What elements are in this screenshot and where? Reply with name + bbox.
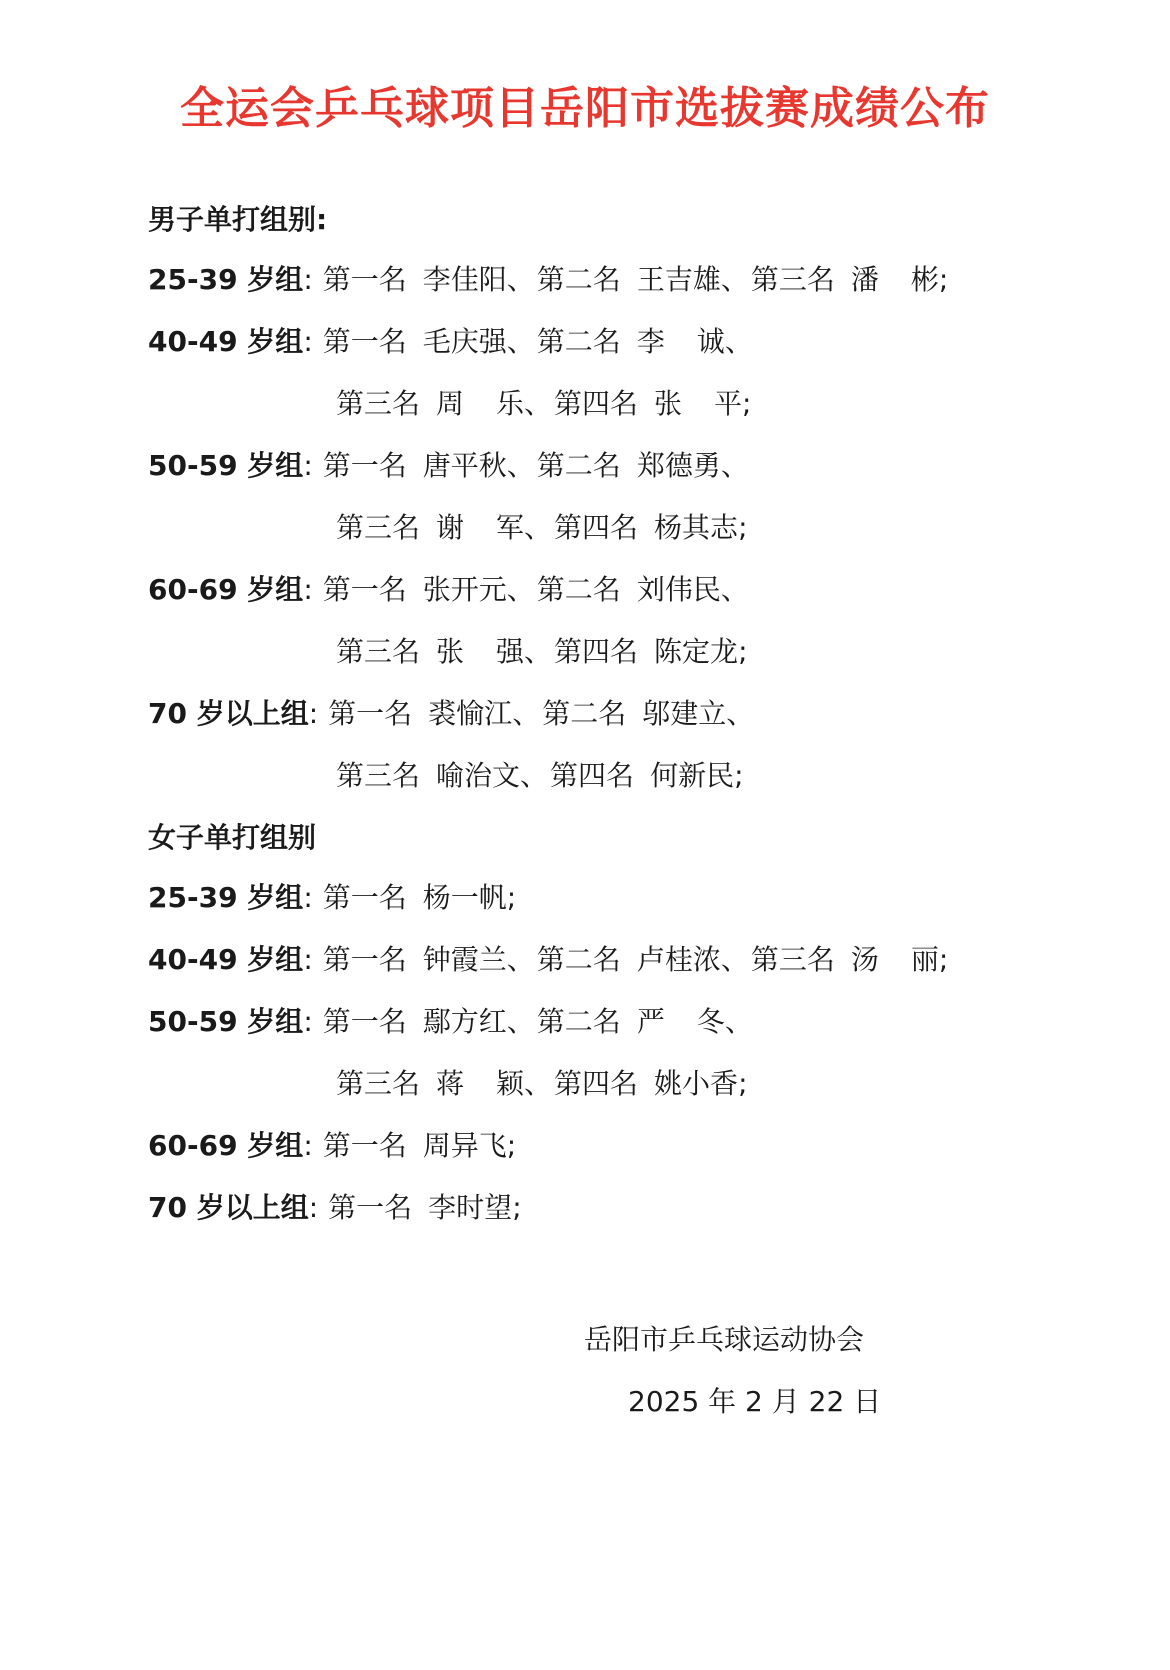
rank-label: 第一名: [322, 1129, 407, 1162]
separator: 、: [506, 573, 535, 606]
men-group-25-39: [148, 260, 948, 300]
rank-label: 第四名: [554, 511, 639, 544]
separator: 、: [506, 943, 535, 976]
terminator: ;: [938, 943, 949, 976]
separator: 、: [506, 449, 535, 482]
separator: 、: [506, 263, 535, 296]
separator: 、: [724, 325, 753, 358]
men-group-60-69-cont: [336, 632, 748, 672]
women-group-40-49: [148, 940, 948, 980]
rank-label: 第三名: [336, 759, 421, 792]
player-name: 姚小香: [654, 1067, 739, 1100]
player-name: 陈定龙: [654, 635, 739, 668]
women-group-25-39: [148, 878, 516, 918]
terminator: ;: [734, 759, 744, 792]
rank-label: 第二名: [542, 697, 627, 730]
group-label: 70 岁以上组: [148, 697, 309, 730]
player-name: 刘伟民: [636, 573, 721, 606]
colon: :: [308, 1191, 319, 1224]
rank-label: 第一名: [328, 1191, 413, 1224]
rank-label: 第四名: [550, 759, 635, 792]
rank-label: 第三名: [336, 511, 421, 544]
rank-label: 第四名: [554, 635, 639, 668]
player-name: 钟霞兰: [422, 943, 507, 976]
men-group-60-69: [148, 570, 749, 610]
rank-label: 第二名: [536, 449, 621, 482]
separator: 、: [726, 697, 755, 730]
colon: :: [303, 881, 313, 914]
separator: 、: [524, 511, 553, 544]
group-label: 70 岁以上组: [148, 1191, 309, 1224]
group-label: 25-39 岁组: [148, 881, 304, 914]
colon: :: [303, 325, 313, 358]
terminator: ;: [506, 881, 517, 914]
terminator: ;: [742, 387, 752, 420]
colon: :: [303, 943, 313, 976]
rank-label: 第一名: [322, 1005, 407, 1038]
group-label: 50-59 岁组: [148, 1005, 304, 1038]
colon: :: [308, 697, 319, 730]
player-name: 郑德勇: [636, 449, 721, 482]
player-name: 鄢方红: [422, 1005, 507, 1038]
colon: :: [303, 449, 313, 482]
player-name: 何新民: [650, 759, 735, 792]
separator: 、: [512, 697, 541, 730]
page-title: 全运会乒乓球项目岳阳市选拔赛成绩公布: [180, 83, 990, 134]
rank-label: 第一名: [322, 943, 407, 976]
player-name: 喻治文: [436, 759, 521, 792]
terminator: ;: [506, 1129, 517, 1162]
group-label: 40-49 岁组: [148, 943, 304, 976]
group-label: 60-69 岁组: [148, 1129, 304, 1162]
women-group-50-59: [148, 1002, 753, 1042]
men-group-40-49: [148, 322, 753, 362]
rank-label: 第四名: [554, 387, 639, 420]
rank-label: 第二名: [536, 263, 621, 296]
player-name: 张平: [654, 387, 743, 420]
rank-label: 第三名: [750, 943, 835, 976]
rank-label: 第三名: [336, 387, 421, 420]
terminator: ;: [938, 263, 949, 296]
separator: 、: [524, 635, 553, 668]
player-name: 毛庆强: [422, 325, 507, 358]
player-name: 卢桂浓: [636, 943, 721, 976]
player-name: 潘彬: [850, 263, 939, 296]
rank-label: 第一名: [322, 881, 407, 914]
rank-label: 第三名: [750, 263, 835, 296]
rank-label: 第三名: [336, 1067, 421, 1100]
issue-date: 2025 年 2 月 22 日: [628, 1385, 882, 1418]
player-name: 严冬: [636, 1005, 725, 1038]
player-name: 周乐: [436, 387, 525, 420]
rank-label: 第一名: [322, 263, 407, 296]
player-name: 张开元: [422, 573, 507, 606]
player-name: 张强: [436, 635, 525, 668]
player-name: 唐平秋: [422, 449, 507, 482]
separator: 、: [506, 1005, 535, 1038]
rank-label: 第三名: [336, 635, 421, 668]
separator: 、: [720, 263, 749, 296]
player-name: 汤丽: [850, 943, 939, 976]
separator: 、: [720, 943, 749, 976]
separator: 、: [724, 1005, 753, 1038]
rank-label: 第二名: [536, 573, 621, 606]
rank-label: 第一名: [322, 573, 407, 606]
group-label: 40-49 岁组: [148, 325, 304, 358]
issuing-organization: 岳阳市乒乓球运动协会: [584, 1323, 865, 1356]
player-name: 蒋颖: [436, 1067, 525, 1100]
rank-label: 第二名: [536, 943, 621, 976]
colon: :: [303, 1005, 313, 1038]
women-section-heading: 女子单打组别: [148, 821, 317, 854]
player-name: 周异飞: [422, 1129, 507, 1162]
men-group-50-59: [148, 446, 749, 486]
group-label: 50-59 岁组: [148, 449, 304, 482]
rank-label: 第二名: [536, 1005, 621, 1038]
player-name: 邬建立: [642, 697, 727, 730]
player-name: 李时望: [428, 1191, 513, 1224]
rank-label: 第四名: [554, 1067, 639, 1100]
player-name: 裘愉江: [428, 697, 513, 730]
women-group-60-69: [148, 1126, 516, 1166]
men-group-70-plus: [148, 694, 754, 734]
terminator: ;: [738, 1067, 748, 1100]
player-name: 王吉雄: [636, 263, 721, 296]
colon: :: [303, 1129, 313, 1162]
colon: :: [303, 263, 313, 296]
separator: 、: [524, 1067, 553, 1100]
rank-label: 第一名: [322, 449, 407, 482]
player-name: 杨其志: [654, 511, 739, 544]
separator: 、: [524, 387, 553, 420]
group-label: 25-39 岁组: [148, 263, 304, 296]
separator: 、: [506, 325, 535, 358]
player-name: 谢军: [436, 511, 525, 544]
rank-label: 第一名: [328, 697, 413, 730]
group-label: 60-69 岁组: [148, 573, 304, 606]
colon: :: [303, 573, 313, 606]
terminator: ;: [738, 511, 748, 544]
separator: 、: [520, 759, 549, 792]
player-name: 李诚: [636, 325, 725, 358]
rank-label: 第二名: [536, 325, 621, 358]
men-group-50-59-cont: [336, 508, 748, 548]
separator: 、: [720, 573, 749, 606]
men-section-heading: 男子单打组别:: [148, 203, 328, 236]
terminator: ;: [512, 1191, 522, 1224]
rank-label: 第一名: [322, 325, 407, 358]
player-name: 李佳阳: [422, 263, 507, 296]
player-name: 杨一帆: [422, 881, 507, 914]
terminator: ;: [738, 635, 748, 668]
men-group-40-49-cont: [336, 384, 751, 424]
women-group-50-59-cont: [336, 1064, 748, 1104]
women-group-70-plus: [148, 1188, 522, 1228]
men-group-70-plus-cont: [336, 756, 744, 796]
separator: 、: [720, 449, 749, 482]
